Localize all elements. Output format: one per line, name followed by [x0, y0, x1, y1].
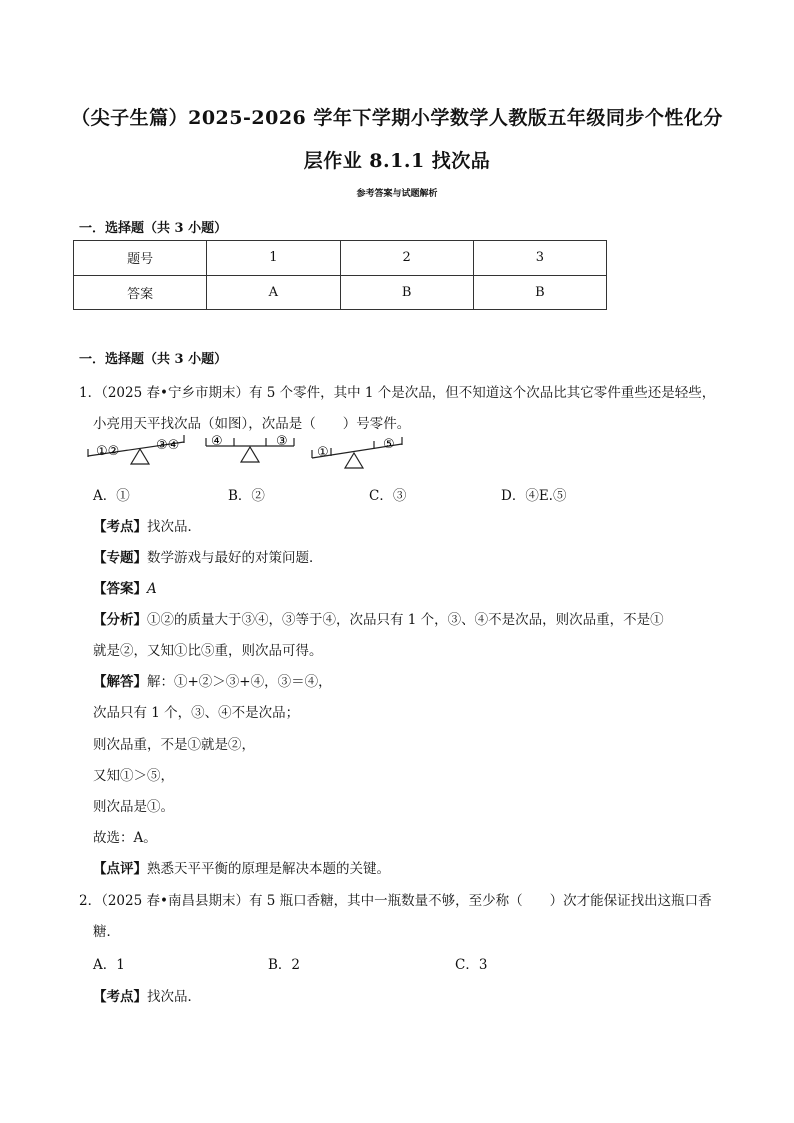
scale-1-left-label: ①②: [96, 444, 120, 459]
table-row: [74, 275, 607, 310]
balance-scale-3: [312, 437, 402, 468]
page-subtitle: 参考答案与试题解析: [356, 189, 438, 199]
kaodian-text: 找次品．: [147, 989, 201, 1005]
page-title-line1: （尖子生篇）2025-2026 学年下学期小学数学人教版五年级同步个性化分: [71, 107, 723, 129]
q1-stem-line1: 1．（2025 春•宁乡市期末）有 5 个零件，其中 1 个是次品，但不知道这个次品比其它零件重些还是轻些，: [79, 385, 716, 401]
fenxi-text: ①②的质量大于③④，③等于④，次品只有 1 个，③、④不是次品，则次品重，不是①: [147, 612, 664, 628]
answer-cell: A: [207, 275, 340, 310]
q1-jieda-line5: 则次品是①。: [93, 799, 174, 815]
dianping-text: 熟悉天平平衡的原理是解决本题的关键。: [147, 861, 390, 877]
answer-table: [73, 240, 607, 310]
kaodian-tag: 【考点】: [93, 519, 147, 535]
zhuanti-tag: 【专题】: [93, 550, 147, 566]
section-heading-solutions: 一．选择题（共 3 小题）: [79, 352, 228, 367]
q1-jieda-line1: [93, 670, 332, 690]
scale-1-right-label: ③④: [156, 438, 180, 453]
q1-option-d: D．④E.⑤: [501, 488, 567, 504]
q1-zhuanti: [93, 546, 323, 566]
scale-2-left-label: ④: [211, 434, 223, 449]
q1-stem-line2: 小亮用天平找次品（如图），次品是（ ）号零件。: [93, 416, 411, 432]
jieda-text: 解：①+②＞③+④，③＝④，: [147, 674, 332, 690]
balance-scale-1: [88, 435, 184, 464]
q2-kaodian: [93, 985, 201, 1005]
dianping-tag: 【点评】: [93, 861, 147, 877]
q1-kaodian: [93, 515, 201, 535]
q1-daan: [93, 577, 157, 597]
scale-3-left-label: ①: [317, 445, 329, 460]
page-title-line2: 层作业 8.1.1 找次品: [303, 150, 491, 172]
q2-option-a: A．1: [93, 957, 125, 973]
q1-jieda-line2: 次品只有 1 个，③、④不是次品；: [93, 705, 300, 721]
daan-text: A: [147, 581, 157, 597]
q1-dianping: [93, 857, 390, 877]
q1-option-c: C．③: [369, 488, 407, 504]
q2-option-b: B．2: [268, 957, 301, 973]
q1-jieda-line3: 则次品重，不是①就是②，: [93, 737, 255, 753]
table-header-cell: 答案: [74, 275, 207, 310]
zhuanti-text: 数学游戏与最好的对策问题．: [147, 550, 323, 566]
scale-2-right-label: ③: [276, 434, 288, 449]
q2-option-c: C．3: [455, 957, 488, 973]
question-number-cell: 1: [207, 241, 340, 276]
answer-cell: B: [473, 275, 606, 310]
question-number-cell: 2: [340, 241, 473, 276]
section-heading-answers: 一．选择题（共 3 小题）: [79, 221, 228, 236]
q2-stem-line1: 2．（2025 春•南昌县期末）有 5 瓶口香糖，其中一瓶数量不够，至少称（ ）次才能保证找出这瓶口香: [79, 893, 712, 909]
question-number-cell: 3: [473, 241, 606, 276]
table-row: [74, 241, 607, 276]
fenxi-tag: 【分析】: [93, 612, 147, 628]
table-header-cell: 题号: [74, 241, 207, 276]
q1-option-b: B．②: [228, 488, 265, 504]
kaodian-text: 找次品．: [147, 519, 201, 535]
scale-3-right-label: ⑤: [383, 437, 395, 452]
q1-fenxi-line2: 就是②，又知①比⑤重，则次品可得。: [93, 643, 323, 659]
jieda-tag: 【解答】: [93, 674, 147, 690]
balance-scale-2: [206, 434, 294, 462]
answer-cell: B: [340, 275, 473, 310]
q2-stem-line2: 糖．: [93, 924, 120, 940]
q1-jieda-line4: 又知①＞⑤，: [93, 768, 174, 784]
q1-fenxi-line1: [93, 608, 664, 628]
balance-scales-figure: [84, 430, 414, 476]
kaodian-tag: 【考点】: [93, 989, 147, 1005]
q1-jieda-line6: 故选：A。: [93, 830, 157, 846]
q1-option-a: A．①: [93, 488, 130, 504]
daan-tag: 【答案】: [93, 581, 147, 597]
